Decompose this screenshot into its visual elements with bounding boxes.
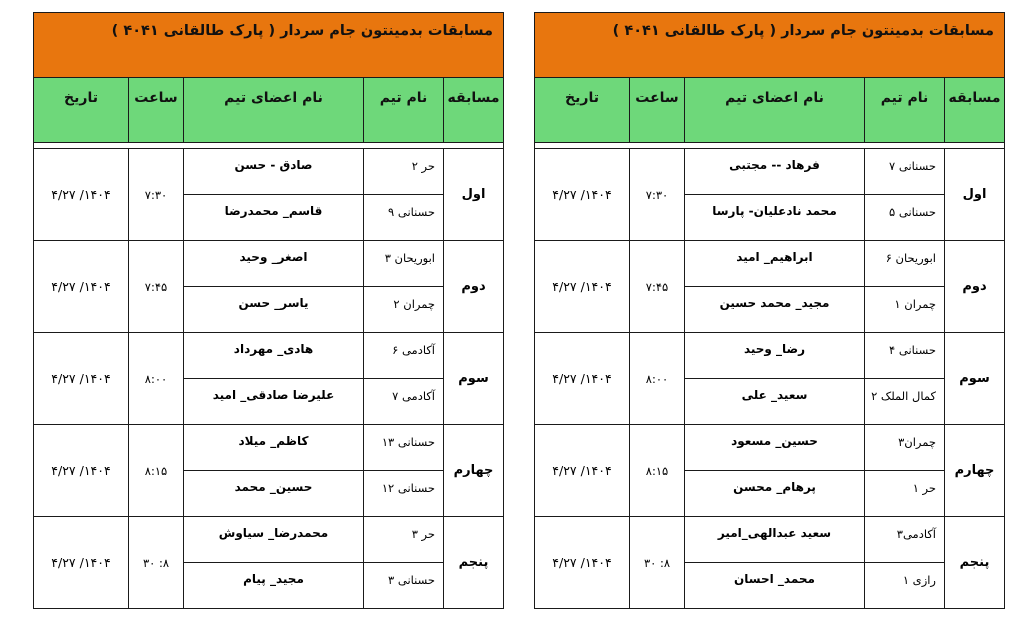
- header-team-label: نام تیم: [379, 90, 428, 106]
- header-time-label: ساعت: [134, 90, 178, 106]
- round-cell: دوم: [945, 241, 1005, 333]
- team-name: حسنانی ۳: [388, 573, 435, 587]
- members-cell: [685, 241, 865, 287]
- schedule-table-left: [33, 12, 504, 609]
- team-name: آکادمی۳: [896, 527, 936, 541]
- match-row: [535, 241, 1005, 287]
- team-name: حسنانی ۷: [889, 159, 936, 173]
- round-cell: اول: [444, 149, 504, 241]
- date-cell: ۱۴۰۴/ ۴/۲۷: [535, 333, 630, 425]
- team-members: پرهام_ محسن: [733, 480, 816, 494]
- team-members: حسین_ مسعود: [731, 434, 818, 448]
- match-row: [34, 241, 504, 287]
- date-cell: ۱۴۰۴/ ۴/۲۷: [34, 517, 129, 609]
- team-name: آکادمی ۷: [392, 389, 435, 403]
- date-cell: ۱۴۰۴/ ۴/۲۷: [535, 149, 630, 241]
- date-cell: ۱۴۰۴/ ۴/۲۷: [535, 241, 630, 333]
- time-cell: ۸: ۳۰: [129, 517, 184, 609]
- team-name: ابوریحان ۶: [885, 251, 936, 265]
- date-cell: ۱۴۰۴/ ۴/۲۷: [34, 241, 129, 333]
- team-cell: [364, 241, 444, 287]
- team-cell: [865, 333, 945, 379]
- date-cell: ۱۴۰۴/ ۴/۲۷: [535, 517, 630, 609]
- team-cell: [865, 517, 945, 563]
- header-members-label: نام اعضای تیم: [224, 90, 323, 106]
- header-date: [535, 78, 630, 143]
- header-round: [444, 78, 504, 143]
- members-cell: [184, 517, 364, 563]
- team-name: چمران۳: [898, 435, 936, 449]
- team-cell: [865, 425, 945, 471]
- round-cell: اول: [945, 149, 1005, 241]
- team-name: رازی ۱: [902, 573, 936, 587]
- team-members: مجید_ محمد حسین: [719, 296, 830, 310]
- members-cell: [685, 149, 865, 195]
- team-name: حسنانی ۹: [388, 205, 435, 219]
- header-time: [129, 78, 184, 143]
- members-cell: [685, 195, 865, 241]
- members-cell: [685, 379, 865, 425]
- header-date-label: تاریخ: [565, 90, 599, 106]
- team-name: حسنانی ۵: [889, 205, 936, 219]
- schedule-table-right: [534, 12, 1005, 609]
- team-cell: [364, 333, 444, 379]
- members-cell: [184, 333, 364, 379]
- members-cell: [685, 563, 865, 609]
- time-cell: ۸:۱۵: [129, 425, 184, 517]
- header-members: [685, 78, 865, 143]
- round-cell: دوم: [444, 241, 504, 333]
- time-cell: ۷:۳۰: [630, 149, 685, 241]
- team-cell: [364, 471, 444, 517]
- team-cell: [364, 563, 444, 609]
- header-row: [535, 78, 1005, 143]
- team-cell: [364, 379, 444, 425]
- time-cell: ۸:۱۵: [630, 425, 685, 517]
- team-members: سعید_ علی: [741, 388, 808, 402]
- team-name: آکادمی ۶: [392, 343, 435, 357]
- members-cell: [685, 333, 865, 379]
- members-cell: [184, 471, 364, 517]
- header-round-label: مسابقه: [948, 90, 1001, 106]
- members-cell: [184, 379, 364, 425]
- team-members: رضا_ وحید: [743, 342, 806, 356]
- match-row: [535, 333, 1005, 379]
- team-cell: [364, 195, 444, 241]
- members-cell: [184, 195, 364, 241]
- header-time-label: ساعت: [635, 90, 679, 106]
- team-name: چمران ۲: [393, 297, 435, 311]
- header-round-label: مسابقه: [447, 90, 500, 106]
- header-team: [364, 78, 444, 143]
- match-row: [34, 149, 504, 195]
- match-row: [535, 517, 1005, 563]
- team-cell: [364, 287, 444, 333]
- team-cell: [865, 563, 945, 609]
- team-members: یاسر_ حسن: [238, 296, 309, 310]
- header-round: [945, 78, 1005, 143]
- time-cell: ۸: ۳۰: [630, 517, 685, 609]
- time-cell: ۸:۰۰: [630, 333, 685, 425]
- title-row: [34, 13, 504, 78]
- match-row: [535, 425, 1005, 471]
- date-cell: ۱۴۰۴/ ۴/۲۷: [34, 425, 129, 517]
- members-cell: [685, 425, 865, 471]
- team-members: علیرضا صادقی_ امید: [212, 388, 335, 402]
- header-members: [184, 78, 364, 143]
- table-title-cell: [34, 13, 504, 78]
- team-cell: [865, 195, 945, 241]
- team-name: چمران ۱: [894, 297, 936, 311]
- team-cell: [364, 425, 444, 471]
- team-members: فرهاد -- مجتبی: [729, 158, 820, 172]
- header-row: [34, 78, 504, 143]
- table-title: مسابقات بدمینتون جام سردار ( پارک طالقانی ۴۰۴۱ ): [111, 23, 493, 39]
- header-team-label: نام تیم: [880, 90, 929, 106]
- match-row: [34, 517, 504, 563]
- round-cell: چهارم: [945, 425, 1005, 517]
- time-cell: ۸:۰۰: [129, 333, 184, 425]
- date-cell: ۱۴۰۴/ ۴/۲۷: [535, 425, 630, 517]
- team-members: سعید عبدالهی_امیر: [717, 526, 832, 540]
- team-cell: [865, 471, 945, 517]
- round-cell: پنجم: [945, 517, 1005, 609]
- header-time: [630, 78, 685, 143]
- team-name: حر ۳: [411, 527, 435, 541]
- team-members: کاظم_ میلاد: [238, 434, 309, 448]
- members-cell: [685, 287, 865, 333]
- members-cell: [184, 287, 364, 333]
- team-members: صادق - حسن: [234, 158, 313, 172]
- members-cell: [685, 517, 865, 563]
- match-row: [34, 333, 504, 379]
- team-cell: [865, 241, 945, 287]
- round-cell: سوم: [945, 333, 1005, 425]
- team-name: حسنانی ۱۳: [381, 435, 435, 449]
- members-cell: [184, 241, 364, 287]
- table-title: مسابقات بدمینتون جام سردار ( پارک طالقانی ۴۰۴۱ ): [612, 23, 994, 39]
- team-name: حر ۲: [411, 159, 435, 173]
- team-members: اصغر_ وحید: [239, 250, 308, 264]
- team-name: حر ۱: [912, 481, 936, 495]
- team-members: حسین_ محمد: [234, 480, 313, 494]
- header-date: [34, 78, 129, 143]
- header-team: [865, 78, 945, 143]
- team-members: محمد_ احسان: [734, 572, 815, 586]
- team-name: ابوریحان ۳: [384, 251, 435, 265]
- team-cell: [865, 287, 945, 333]
- round-cell: چهارم: [444, 425, 504, 517]
- team-name: کمال الملک ۲: [871, 389, 936, 403]
- members-cell: [184, 425, 364, 471]
- team-cell: [364, 149, 444, 195]
- team-members: ابراهیم_ امید: [736, 250, 813, 264]
- header-date-label: تاریخ: [64, 90, 98, 106]
- team-cell: [865, 149, 945, 195]
- team-name: حسنانی ۴: [889, 343, 936, 357]
- time-cell: ۷:۳۰: [129, 149, 184, 241]
- title-row: [535, 13, 1005, 78]
- team-members: محمد نادعلیان- پارسا: [712, 204, 837, 218]
- members-cell: [184, 149, 364, 195]
- team-cell: [364, 517, 444, 563]
- team-members: مجید_ پیام: [243, 572, 304, 586]
- match-row: [34, 425, 504, 471]
- date-cell: ۱۴۰۴/ ۴/۲۷: [34, 149, 129, 241]
- team-members: هادی_ مهرداد: [233, 342, 314, 356]
- team-cell: [865, 379, 945, 425]
- time-cell: ۷:۴۵: [129, 241, 184, 333]
- header-members-label: نام اعضای تیم: [725, 90, 824, 106]
- round-cell: پنجم: [444, 517, 504, 609]
- time-cell: ۷:۴۵: [630, 241, 685, 333]
- team-members: قاسم_ محمدرضا: [224, 204, 323, 218]
- date-cell: ۱۴۰۴/ ۴/۲۷: [34, 333, 129, 425]
- team-members: محمدرضا_ سیاوش: [218, 526, 329, 540]
- round-cell: سوم: [444, 333, 504, 425]
- members-cell: [184, 563, 364, 609]
- table-title-cell: [535, 13, 1005, 78]
- match-row: [535, 149, 1005, 195]
- team-name: حسنانی ۱۲: [381, 481, 435, 495]
- members-cell: [685, 471, 865, 517]
